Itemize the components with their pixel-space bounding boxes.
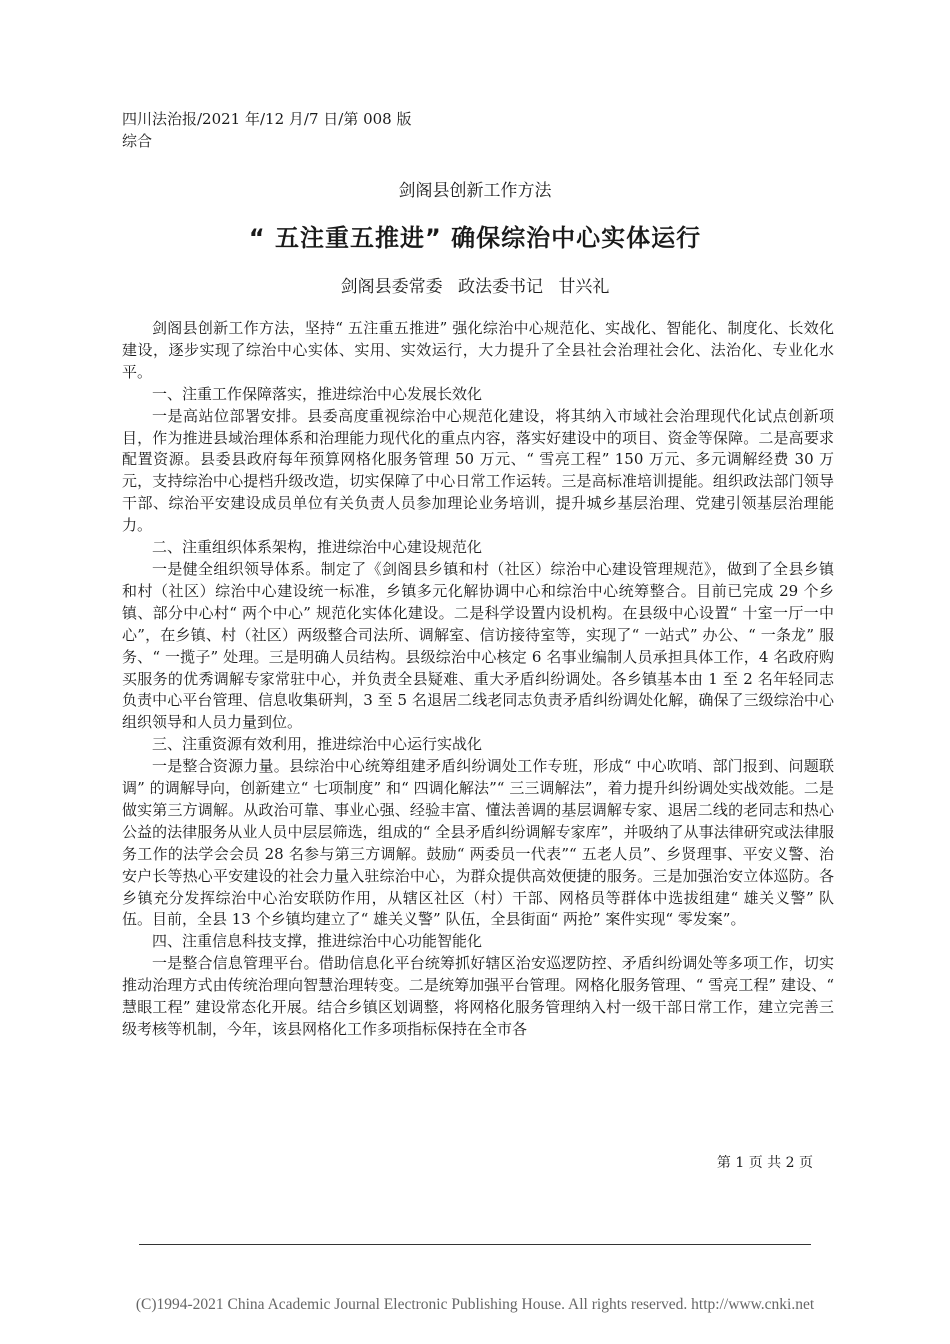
section-heading-3: 三、注重资源有效利用，推进综治中心运行实战化 <box>152 735 483 754</box>
source-line: 四川法治报/2021 年/12 月/7 日/第 008 版综合 <box>122 110 412 150</box>
article-headline: “ 五注重五推进” 确保综治中心实体运行 <box>248 224 702 252</box>
article-byline: 剑阁县委常委 政法委书记 甘兴礼 <box>340 277 610 297</box>
section-2-paragraph: 一是健全组织领导体系。制定了《剑阁县乡镇和村（社区）综治中心建设管理规范》，做到了全县乡镇和村（社区）综治中心建设统一标准，乡镇多元化解协调中心和综治中心统筹整合。目前已完成 29 个乡镇、部分中心村“ 两个中心” 规范化实体化建设。二是科学设置内设机构。在县级中心设置“ 十室一厅一中心”，在乡镇、村（社区）两级整合司法所、调解室、信访接待室等，实现了“ 一站式” 办公、“ 一条龙” 服务、“ 一揽子” 处理。三是明确人员结构。县级综治中心核定 6 名事业编制人员承担具体工作，4 名政府购买服务的优秀调解专家常驻中心，并负责全县疑难、重大矛盾纠纷调处。各乡镇基本由 1 至 2 名年轻同志负责中心平台管理、信息收集研判，3 至 5 名退居二线老同志负责矛盾纠纷调处化解，确保了三级综治中心组织领导和人员力量到位。 <box>122 559 834 732</box>
article-body <box>122 318 834 1041</box>
section-heading-1: 一、注重工作保障落实，推进综治中心发展长效化 <box>152 384 483 403</box>
footer-divider <box>139 1244 811 1245</box>
article-kicker: 剑阁县创新工作方法 <box>398 181 552 201</box>
section-1-paragraph: 一是高站位部署安排。县委高度重视综治中心规范化建设，将其纳入市域社会治理现代化试点创新项目，作为推进县域治理体系和治理能力现代化的重点内容，落实好建设中的项目、资金等保障。二是高要求配置资源。县委县政府每年预算网格化服务管理 50 万元、“ 雪亮工程” 150 万元、多元调解经费 30 万元，支持综治中心提档升级改造，切实保障了中心日常工作运转。三是高标准培训提能。组织政法部门领导干部、综治平安建设成员单位有关负责人员参加理论业务培训，提升城乡基层治理、党建引领基层治理能力。 <box>122 406 834 535</box>
intro-paragraph: 剑阁县创新工作方法，坚持“ 五注重五推进” 强化综治中心规范化、实战化、智能化、制度化、长效化建设，逐步实现了综治中心实体、实用、实效运行，大力提升了全县社会治理社会化、法治化、专业化水平。 <box>122 319 834 381</box>
section-heading-2: 二、注重组织体系架构，推进综治中心建设规范化 <box>152 538 483 557</box>
page-number: 第 1 页 共 2 页 <box>716 1155 813 1171</box>
section-heading-4: 四、注重信息科技支撑，推进综治中心功能智能化 <box>152 932 483 951</box>
section-4-paragraph: 一是整合信息管理平台。借助信息化平台统筹抓好辖区治安巡逻防控、矛盾纠纷调处等多项工作，切实推动治理方式由传统治理向智慧治理转变。二是统筹加强平台管理。网格化服务管理、“ 雪亮工程” 建设、“ 慧眼工程” 建设常态化开展。结合乡镇区划调整，将网格化服务管理纳入村一级干部日常工作，建立完善三级考核等机制，今年，该县网格化工作多项指标保持在全市各 <box>122 954 834 1038</box>
copyright-footer: (C)1994-2021 China Academic Journal Electronic Publishing House. All rights reserved. http://www.cnki.net <box>135 1296 815 1313</box>
section-3-paragraph: 一是整合资源力量。县综治中心统筹组建矛盾纠纷调处工作专班，形成“ 中心吹哨、部门报到、问题联调” 的调解导向，创新建立“ 七项制度” 和“ 四调化解法”“ 三三调解法”，着力提升纠纷调处实战效能。二是做实第三方调解。从政治可靠、事业心强、经验丰富、懂法善调的基层调解专家、退居二线的老同志和热心公益的法律服务从业人员中层层筛选，组成的“ 全县矛盾纠纷调解专家库”，并吸纳了从事法律研究或法律服务工作的法学会会员 28 名参与第三方调解。鼓励“ 两委员一代表”“ 五老人员”、乡贤理事、平安义警、治安户长等热心平安建设的社会力量入驻综治中心，为群众提供高效便捷的服务。三是加强治安立体巡防。各乡镇充分发挥综治中心治安联防作用，从辖区社区（村）干部、网格员等群体中选拔组建“ 雄关义警” 队伍。目前，全县 13 个乡镇均建立了“ 雄关义警” 队伍，全县街面“ 两抢” 案件实现“ 零发案”。 <box>122 757 834 929</box>
